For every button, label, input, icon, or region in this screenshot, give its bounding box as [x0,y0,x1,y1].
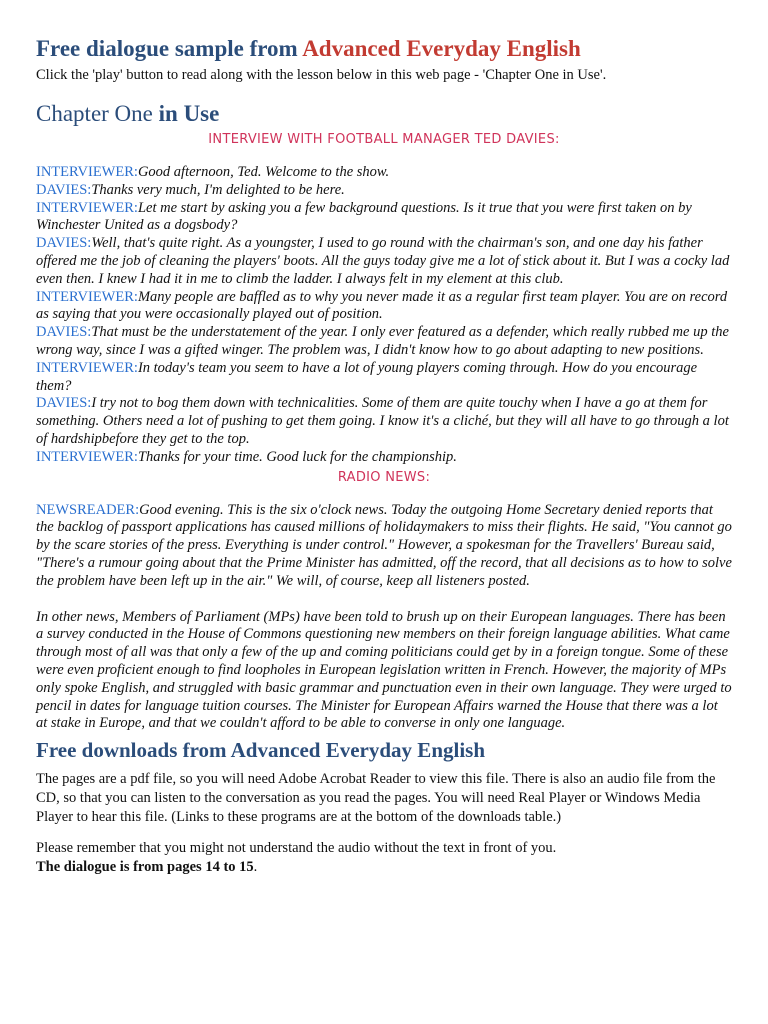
speech-text: That must be the understatement of the year. I only ever featured as a defender, which really rubbed me up the wrong way, since I was a gifted winger. The problem was, I didn't know how to go about adapting to new positions. [36,324,729,358]
interview-dialogue [36,164,732,467]
speaker-label: INTERVIEWER: [36,359,138,376]
pages-note: The dialogue is from pages 14 to 15 [36,859,254,876]
chapter-title-normal: Chapter One [36,101,153,126]
speech-text: Thanks very much, I'm delighted to be here. [91,181,345,198]
downloads-note [36,839,732,877]
speech-text: Thanks for your time. Good luck for the championship. [137,448,457,465]
chapter-title [36,99,732,129]
speaker-label: DAVIES: [36,395,92,412]
speech-text: Good afternoon, Ted. Welcome to the show. [137,164,390,180]
speaker-label: INTERVIEWER: [36,199,138,216]
interview-heading: INTERVIEW WITH FOOTBALL MANAGER TED DAVIES: [208,132,560,147]
speech-text: In today's team you seem to have a lot of young players coming through. How do you encourage them? [36,359,698,394]
radio-news [36,502,732,734]
radio-news-heading: RADIO NEWS: [337,469,431,485]
dialogue-line [36,164,732,182]
speaker-label: DAVIES: [36,324,92,341]
dialogue-line [36,449,732,467]
speech-text: Well, that's quite right. As a youngster, I used to go round with the chairman's son, and one day his father offered me the job of cleaning the players' boots. All the guys today give me a lot of stick about it. But I was a cocky lad even then. I knew I had it in me to climb the ladder. I always felt in my element at this club. [36,235,730,287]
page-title [36,34,732,64]
chapter-title-bold: in Use [158,101,220,126]
speech-text: Good evening. This is the six o'clock news. Today the outgoing Home Secretary denied reports that the backlog of passport applications has caused millions of holidaymakers to miss their flights. He said, "You cannot go by the scare stories of the press. Everything is under control." However, a spokesman for the Travellers' Bureau said, "There's a rumour going about that the Prime Minister has admitted, off the record, that all decisions as to how to solve the problem have been left up in the air." We will, of course, keep all listeners posted. [36,501,732,589]
pages-note-end: . [253,859,258,876]
reminder-text: Please remember that you might not understand the audio without the text in front of you. [36,840,557,857]
speech-text: Many people are baffled as to why you never made it as a regular first team player. You are on record as saying that you were occasionally played out of position. [36,288,728,323]
dialogue-line [36,182,732,200]
speaker-label: INTERVIEWER: [36,448,138,465]
dialogue-line [36,289,732,325]
speaker-label: INTERVIEWER: [36,164,138,180]
intro-text: Click the 'play' button to read along with the lesson below in this web page - 'Chapter One in Use'. [36,67,607,83]
downloads-title: Free downloads from Advanced Everyday English [36,738,486,763]
news-paragraph [36,502,732,591]
page-title-prefix: Free dialogue sample from [36,36,303,61]
speaker-label: DAVIES: [36,235,92,252]
dialogue-line [36,324,732,360]
dialogue-line [36,235,732,288]
news-paragraph: In other news, Members of Parliament (MPs) have been told to brush up on their European languages. There has been a survey conducted in the House of Commons questioning new members on their foreign language abilities. What came through most of all was that only a few of the up and coming politicians could get by in a foreign tongue. Some of these were even proficient enough to find loopholes in European legislation written in French. However, the majority of MPs only spoke English, and struggled with basic grammar and punctuation even in their own language. They were urged to pencil in dates for language tuition courses. The Minister for European Affairs warned the House that there was a lot at stake in Europe, and that we couldn't afford to be able to converse in only one language. [36,608,732,732]
speaker-label: INTERVIEWER: [36,288,138,305]
dialogue-line [36,200,732,236]
speaker-label: NEWSREADER: [36,501,140,518]
speaker-label: DAVIES: [36,181,92,198]
speech-text: Let me start by asking you a few background questions. Is it true that you were first taken on by Winchester United as a dogsbody? [36,199,692,234]
dialogue-line [36,360,732,396]
downloads-paragraph: The pages are a pdf file, so you will need Adobe Acrobat Reader to view this file. There is also an audio file from the CD, so that you can listen to the conversation as you read the pages. You will need Real Player or Windows Media Player to hear this file. (Links to these programs are at the bottom of the downloads table.) [36,771,716,826]
dialogue-line [36,395,732,448]
book-title: Advanced Everyday English [302,36,581,61]
speech-text: I try not to bog them down with technicalities. Some of them are quite touchy when I have a go at them for something. Others need a lot of pushing to get them going. I know it's a cliché, but they will all have to go through a lot of hardshipbefore they get to the top. [36,395,729,447]
